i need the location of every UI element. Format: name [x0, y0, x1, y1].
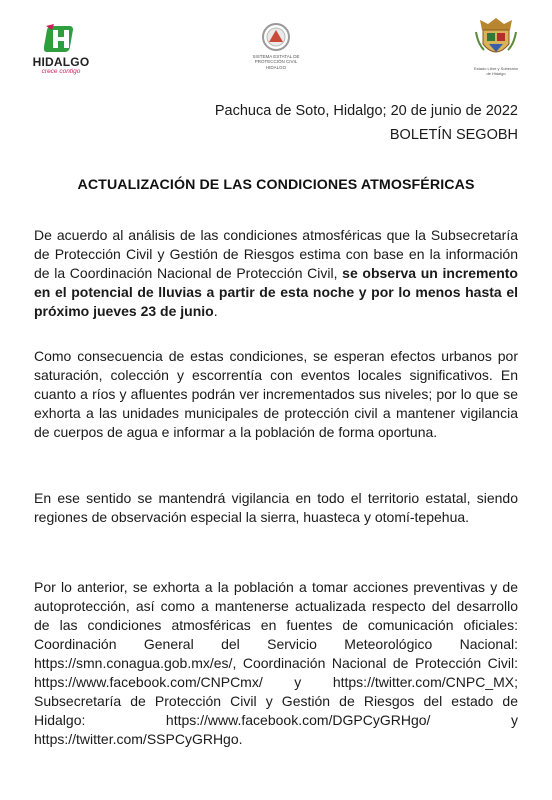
paragraph-2: Como consecuencia de estas condiciones, se esperan efectos urbanos por saturación, colección y escorrentía con eventos locales significativos. En cuanto a ríos y afluentes podrán ver incrementados sus niveles; por lo que se exhorta a las unidades municipales de protección civil a mantener vigilancia de cuerpos de agua e informar a la población de forma oportuna. [34, 348, 518, 440]
pc-logo-line3: HIDALGO [265, 65, 287, 70]
state-logo-line1: Estado Libre y Soberano [473, 66, 519, 71]
state-logo-line2: de Hidalgo [486, 71, 506, 76]
hidalgo-h-icon [44, 24, 78, 54]
document-title: ACTUALIZACIÓN DE LAS CONDICIONES ATMOSFÉRICAS [77, 177, 475, 193]
paragraph-1-end: . [213, 303, 218, 319]
pc-logo-line1: SISTEMA ESTATAL DE [252, 54, 300, 59]
hidalgo-tagline: crece contigo [41, 68, 81, 75]
paragraph-1-bold: se observa un incremento en el potencial de lluvias a partir de esta noche y por lo menos hasta el próximo jueves 23 de junio [34, 265, 518, 319]
state-coat-of-arms-logo [464, 14, 528, 82]
hidalgo-wordmark: HIDALGO [32, 55, 90, 69]
civil-protection-emblem-icon [260, 22, 292, 52]
paragraph-1-text: De acuerdo al análisis de las condiciones atmosféricas que la Subsecretaría de Protección Civil y Gestión de Riesgos estima con base en la información de la Coordinación Nacional de Protección Civil, [34, 227, 518, 281]
date-line: Pachuca de Soto, Hidalgo; 20 de junio de 2022 [214, 103, 518, 119]
letterhead [0, 0, 552, 90]
hidalgo-logo [28, 22, 94, 78]
civil-protection-logo [246, 22, 306, 78]
bulletin-label: BOLETÍN SEGOBH [389, 127, 518, 143]
pc-logo-line2: PROTECCIÓN CIVIL [254, 59, 298, 64]
state-coat-of-arms-icon [474, 14, 518, 62]
paragraph-1 [34, 226, 518, 321]
paragraph-4: Por lo anterior, se exhorta a la población a tomar acciones preventivas y de autoprotección, así como a mantenerse actualizada respecto del desarrollo de las condiciones atmosféricas en fuentes de comunicación oficiales: Coordinación General del Servicio Meteorológico Nacional: https://smn.conagua.gob.mx/es/, Coordinación Nacional de Protección Civil: https://www.facebook.com/CNPCmx/ y https://twitter.com/CNPC_MX; Subsecretaría de Protección Civil y Gestión de Riesgos del estado de Hidalgo: https://www.facebook.com/DGPCyGRHgo/ y https://twitter.com/SSPCyGRHgo. [34, 579, 518, 747]
paragraph-3: En ese sentido se mantendrá vigilancia en todo el territorio estatal, siendo regiones de observación especial la sierra, huasteca y otomí-tepehua. [34, 490, 518, 525]
